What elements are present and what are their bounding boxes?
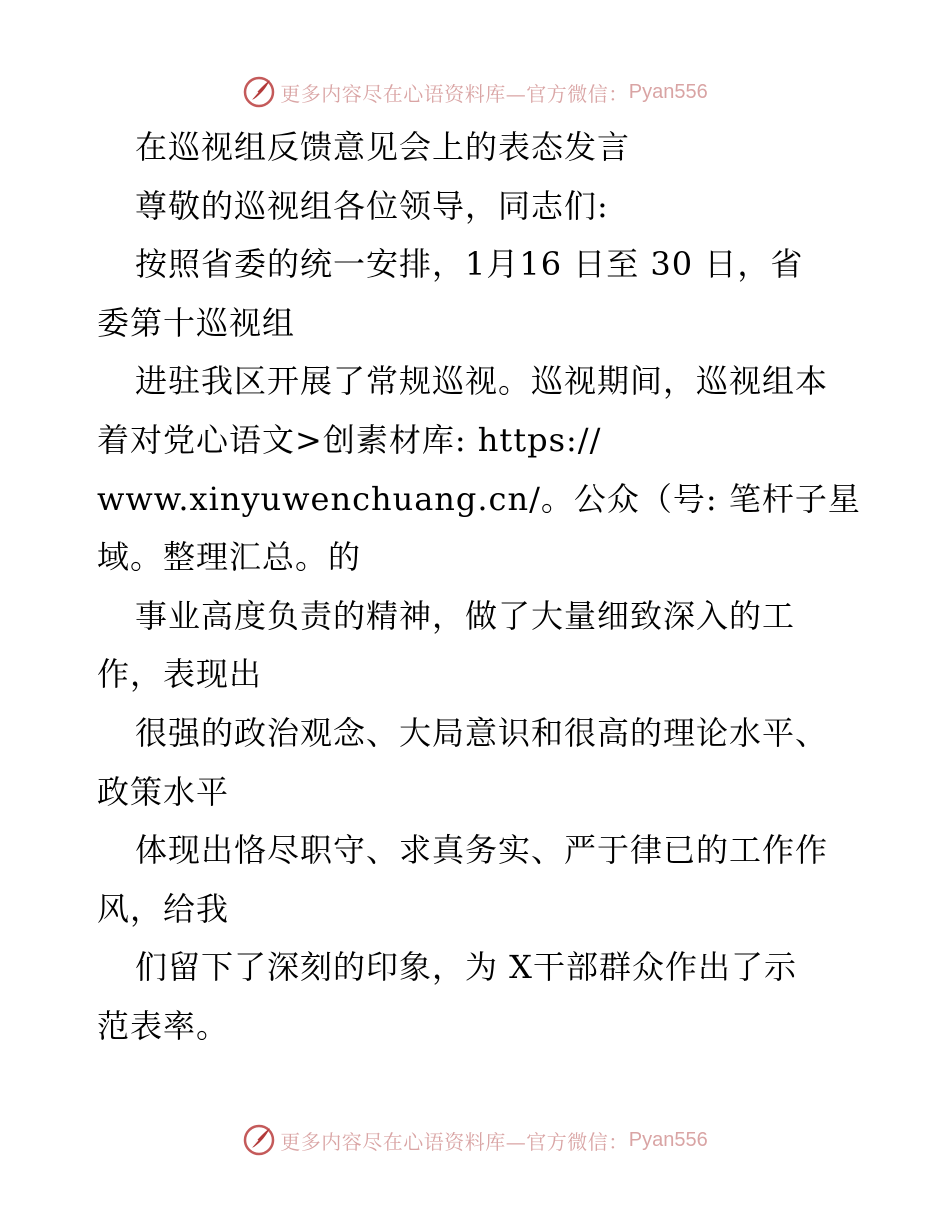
paragraph-line: 域。整理汇总。的 [97,538,362,577]
footer-watermark [0,1120,950,1160]
watermark-wechat-id: Pyan556 [628,80,708,103]
paragraph-line: 们留下了深刻的印象，为 X干部群众作出了示 [135,948,797,987]
paragraph-line: 很强的政治观念、大局意识和很高的理论水平、 [135,713,829,752]
paragraph-line: 范表率。 [97,1006,230,1045]
salutation-line: 尊敬的巡视组各位领导，同志们: [135,186,609,225]
watermark-wechat-id: Pyan556 [628,1128,708,1151]
paragraph-line: 委第十巡视组 [97,303,296,342]
document-title: 在巡视组反馈意见会上的表态发言 [135,128,631,166]
paragraph-line: 按照省委的统一安排，1月16 日至 30 日，省 [135,245,804,284]
watermark-text: 更多内容尽在心语资料库—官方微信： [280,81,629,106]
watermark-text: 更多内容尽在心语资料库—官方微信： [280,1129,629,1154]
document-body [97,118,861,1056]
paragraph-line: 进驻我区开展了常规巡视。巡视期间，巡视组本 [135,362,829,401]
header-watermark [0,72,950,112]
paragraph-line: www.xinyuwenchuang.cn/。公众（号: 笔杆子星 [97,479,861,518]
paragraph-line: 政策水平 [97,772,230,811]
paragraph-line: 风，给我 [97,889,230,928]
paragraph-line: 事业高度负责的精神，做了大量细致深入的工 [135,596,796,635]
paragraph-line: 着对党心语文>创素材库: https:// [97,420,602,459]
feather-pen-circle-icon [242,75,276,109]
paragraph-line: 体现出恪尽职守、求真务实、严于律已的工作作 [135,831,829,870]
paragraph-line: 作，表现出 [97,655,263,694]
feather-pen-circle-icon [242,1123,276,1157]
